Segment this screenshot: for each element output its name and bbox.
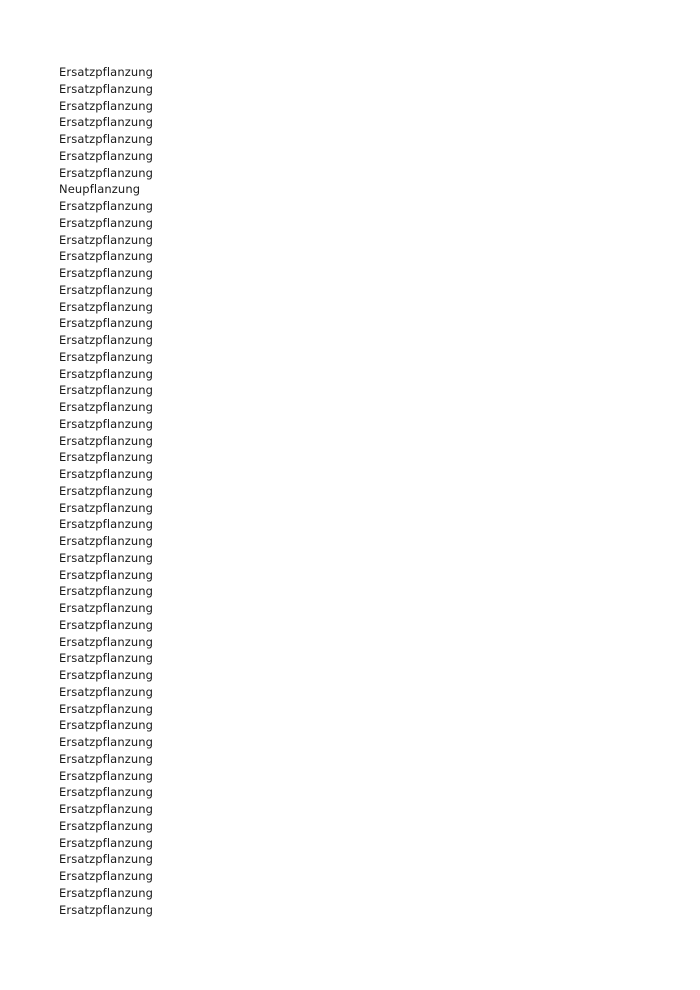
list-item: Ersatzpflanzung [59, 651, 154, 666]
list-item: Ersatzpflanzung [59, 835, 154, 850]
list-item: Ersatzpflanzung [59, 115, 154, 130]
list-item: Ersatzpflanzung [59, 165, 154, 180]
list-item: Ersatzpflanzung [59, 450, 154, 465]
list-item: Ersatzpflanzung [59, 869, 154, 883]
list-item: Ersatzpflanzung [59, 316, 154, 331]
list-item: Ersatzpflanzung [59, 735, 154, 749]
list-item: Ersatzpflanzung [59, 349, 154, 364]
list-item: Ersatzpflanzung [59, 718, 154, 733]
list-item: Ersatzpflanzung [59, 885, 154, 900]
list-item: Ersatzpflanzung [59, 567, 154, 582]
list-item: Ersatzpflanzung [59, 199, 154, 213]
list-item: Ersatzpflanzung [59, 333, 154, 347]
list-item: Ersatzpflanzung [59, 550, 154, 565]
list-item: Ersatzpflanzung [59, 148, 154, 163]
list-item: Ersatzpflanzung [59, 601, 154, 615]
list-item: Ersatzpflanzung [59, 617, 154, 632]
list-item: Ersatzpflanzung [59, 400, 154, 414]
list-item: Ersatzpflanzung [59, 517, 154, 532]
list-item: Ersatzpflanzung [59, 785, 154, 800]
list-item: Ersatzpflanzung [59, 266, 154, 280]
list-item: Neupflanzung [59, 182, 141, 197]
list-item: Ersatzpflanzung [59, 684, 154, 699]
list-item: Ersatzpflanzung [59, 818, 154, 833]
list-item: Ersatzpflanzung [59, 282, 154, 297]
list-item: Ersatzpflanzung [59, 132, 154, 146]
list-item: Ersatzpflanzung [59, 366, 154, 381]
list-item: Ersatzpflanzung [59, 584, 154, 599]
list-item: Ersatzpflanzung [59, 768, 154, 783]
list-item: Ersatzpflanzung [59, 701, 154, 716]
list-item: Ersatzpflanzung [59, 299, 154, 314]
list-item: Ersatzpflanzung [59, 65, 154, 79]
list-item: Ersatzpflanzung [59, 634, 154, 649]
list-item: Ersatzpflanzung [59, 215, 154, 230]
list-item: Ersatzpflanzung [59, 433, 154, 448]
list-item: Ersatzpflanzung [59, 416, 154, 431]
list-item: Ersatzpflanzung [59, 852, 154, 867]
list-item: Ersatzpflanzung [59, 249, 154, 264]
list-item: Ersatzpflanzung [59, 902, 154, 917]
list-item: Ersatzpflanzung [59, 81, 154, 96]
list-item: Ersatzpflanzung [59, 232, 154, 247]
list-item: Ersatzpflanzung [59, 668, 154, 682]
list-item: Ersatzpflanzung [59, 534, 154, 548]
list-item: Ersatzpflanzung [59, 383, 154, 398]
list-item: Ersatzpflanzung [59, 500, 154, 515]
list-item: Ersatzpflanzung [59, 802, 154, 816]
list-item: Ersatzpflanzung [59, 483, 154, 498]
list-item: Ersatzpflanzung [59, 467, 154, 481]
list-item: Ersatzpflanzung [59, 751, 154, 766]
planting-type-list [59, 64, 659, 918]
list-item: Ersatzpflanzung [59, 98, 154, 113]
